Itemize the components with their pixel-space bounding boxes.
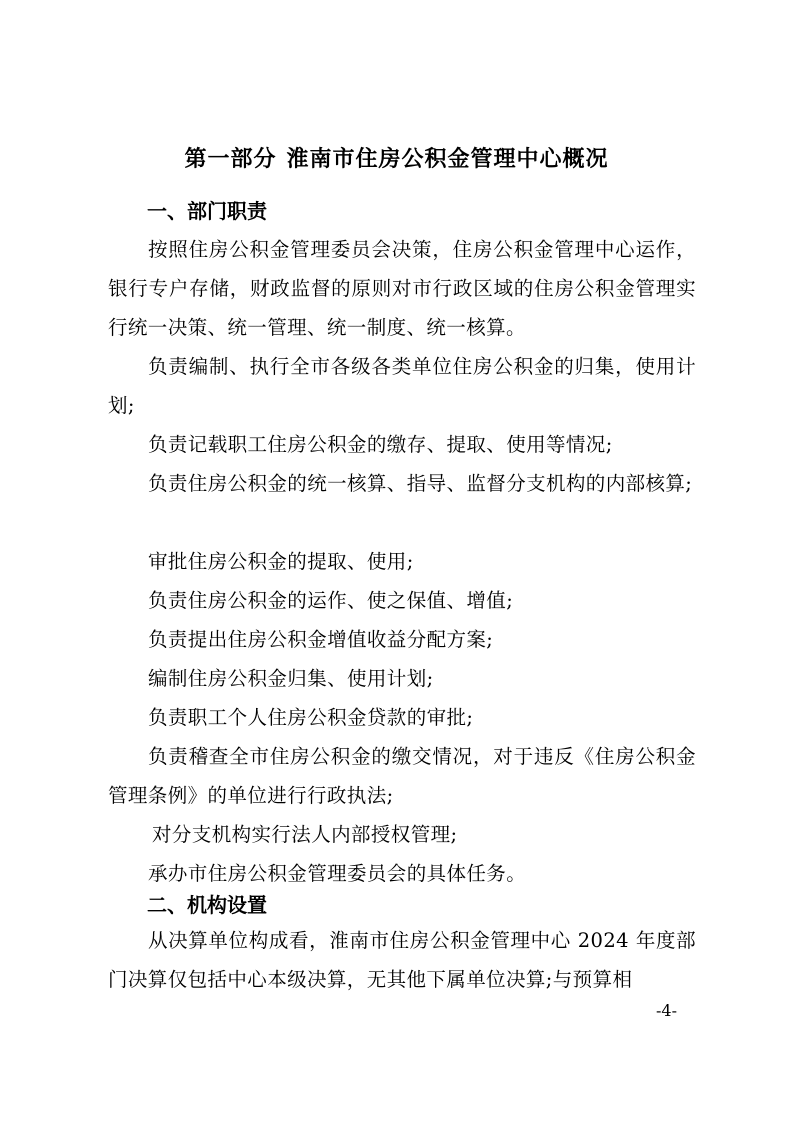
duty-item: 负责住房公积金的运作、使之保值、增值; [148, 589, 514, 612]
duty-item: 负责职工个人住房公积金贷款的审批; [148, 706, 474, 729]
duty-item: 负责编制、执行全市各级各类单位住房公积金的归集，使用计划; [108, 355, 696, 417]
duty-item: 编制住房公积金归集、使用计划; [148, 667, 434, 690]
duty-item: 负责稽查全市住房公积金的缴交情况，对于违反《住房公积金管理条例》的单位进行行政执法; [108, 745, 696, 807]
title-main: 淮南市住房公积金管理中心概况 [286, 147, 609, 172]
duty-item: 负责住房公积金的统一核算、指导、监督分支机构的内部核算; [148, 472, 693, 495]
page-number: -4- [656, 1001, 677, 1020]
duty-item: 审批住房公积金的提取、使用; [148, 550, 414, 573]
page-title [0, 142, 793, 178]
section-heading-duties: 一、部门职责 [147, 199, 267, 223]
paragraph-structure: 从决算单位构成看，淮南市住房公积金管理中心 2024 年度部门决算仅包括中心本级决算，无其他下属单位决算;与预算相 [108, 929, 696, 991]
paragraph-intro: 按照住房公积金管理委员会决策，住房公积金管理中心运作，银行专户存储，财政监督的原则对市行政区域的住房公积金管理实行统一决策、统一管理、统一制度、统一核算。 [108, 238, 696, 339]
duty-item: 承办市住房公积金管理委员会的具体任务。 [148, 862, 527, 885]
duty-item: 负责提出住房公积金增值收益分配方案; [148, 628, 494, 651]
title-part: 第一部分 [184, 147, 277, 172]
duty-item: 对分支机构实行法人内部授权管理; [152, 823, 458, 846]
section-heading-structure: 二、机构设置 [147, 893, 267, 917]
duty-item: 负责记载职工住房公积金的缴存、提取、使用等情况; [148, 433, 613, 456]
